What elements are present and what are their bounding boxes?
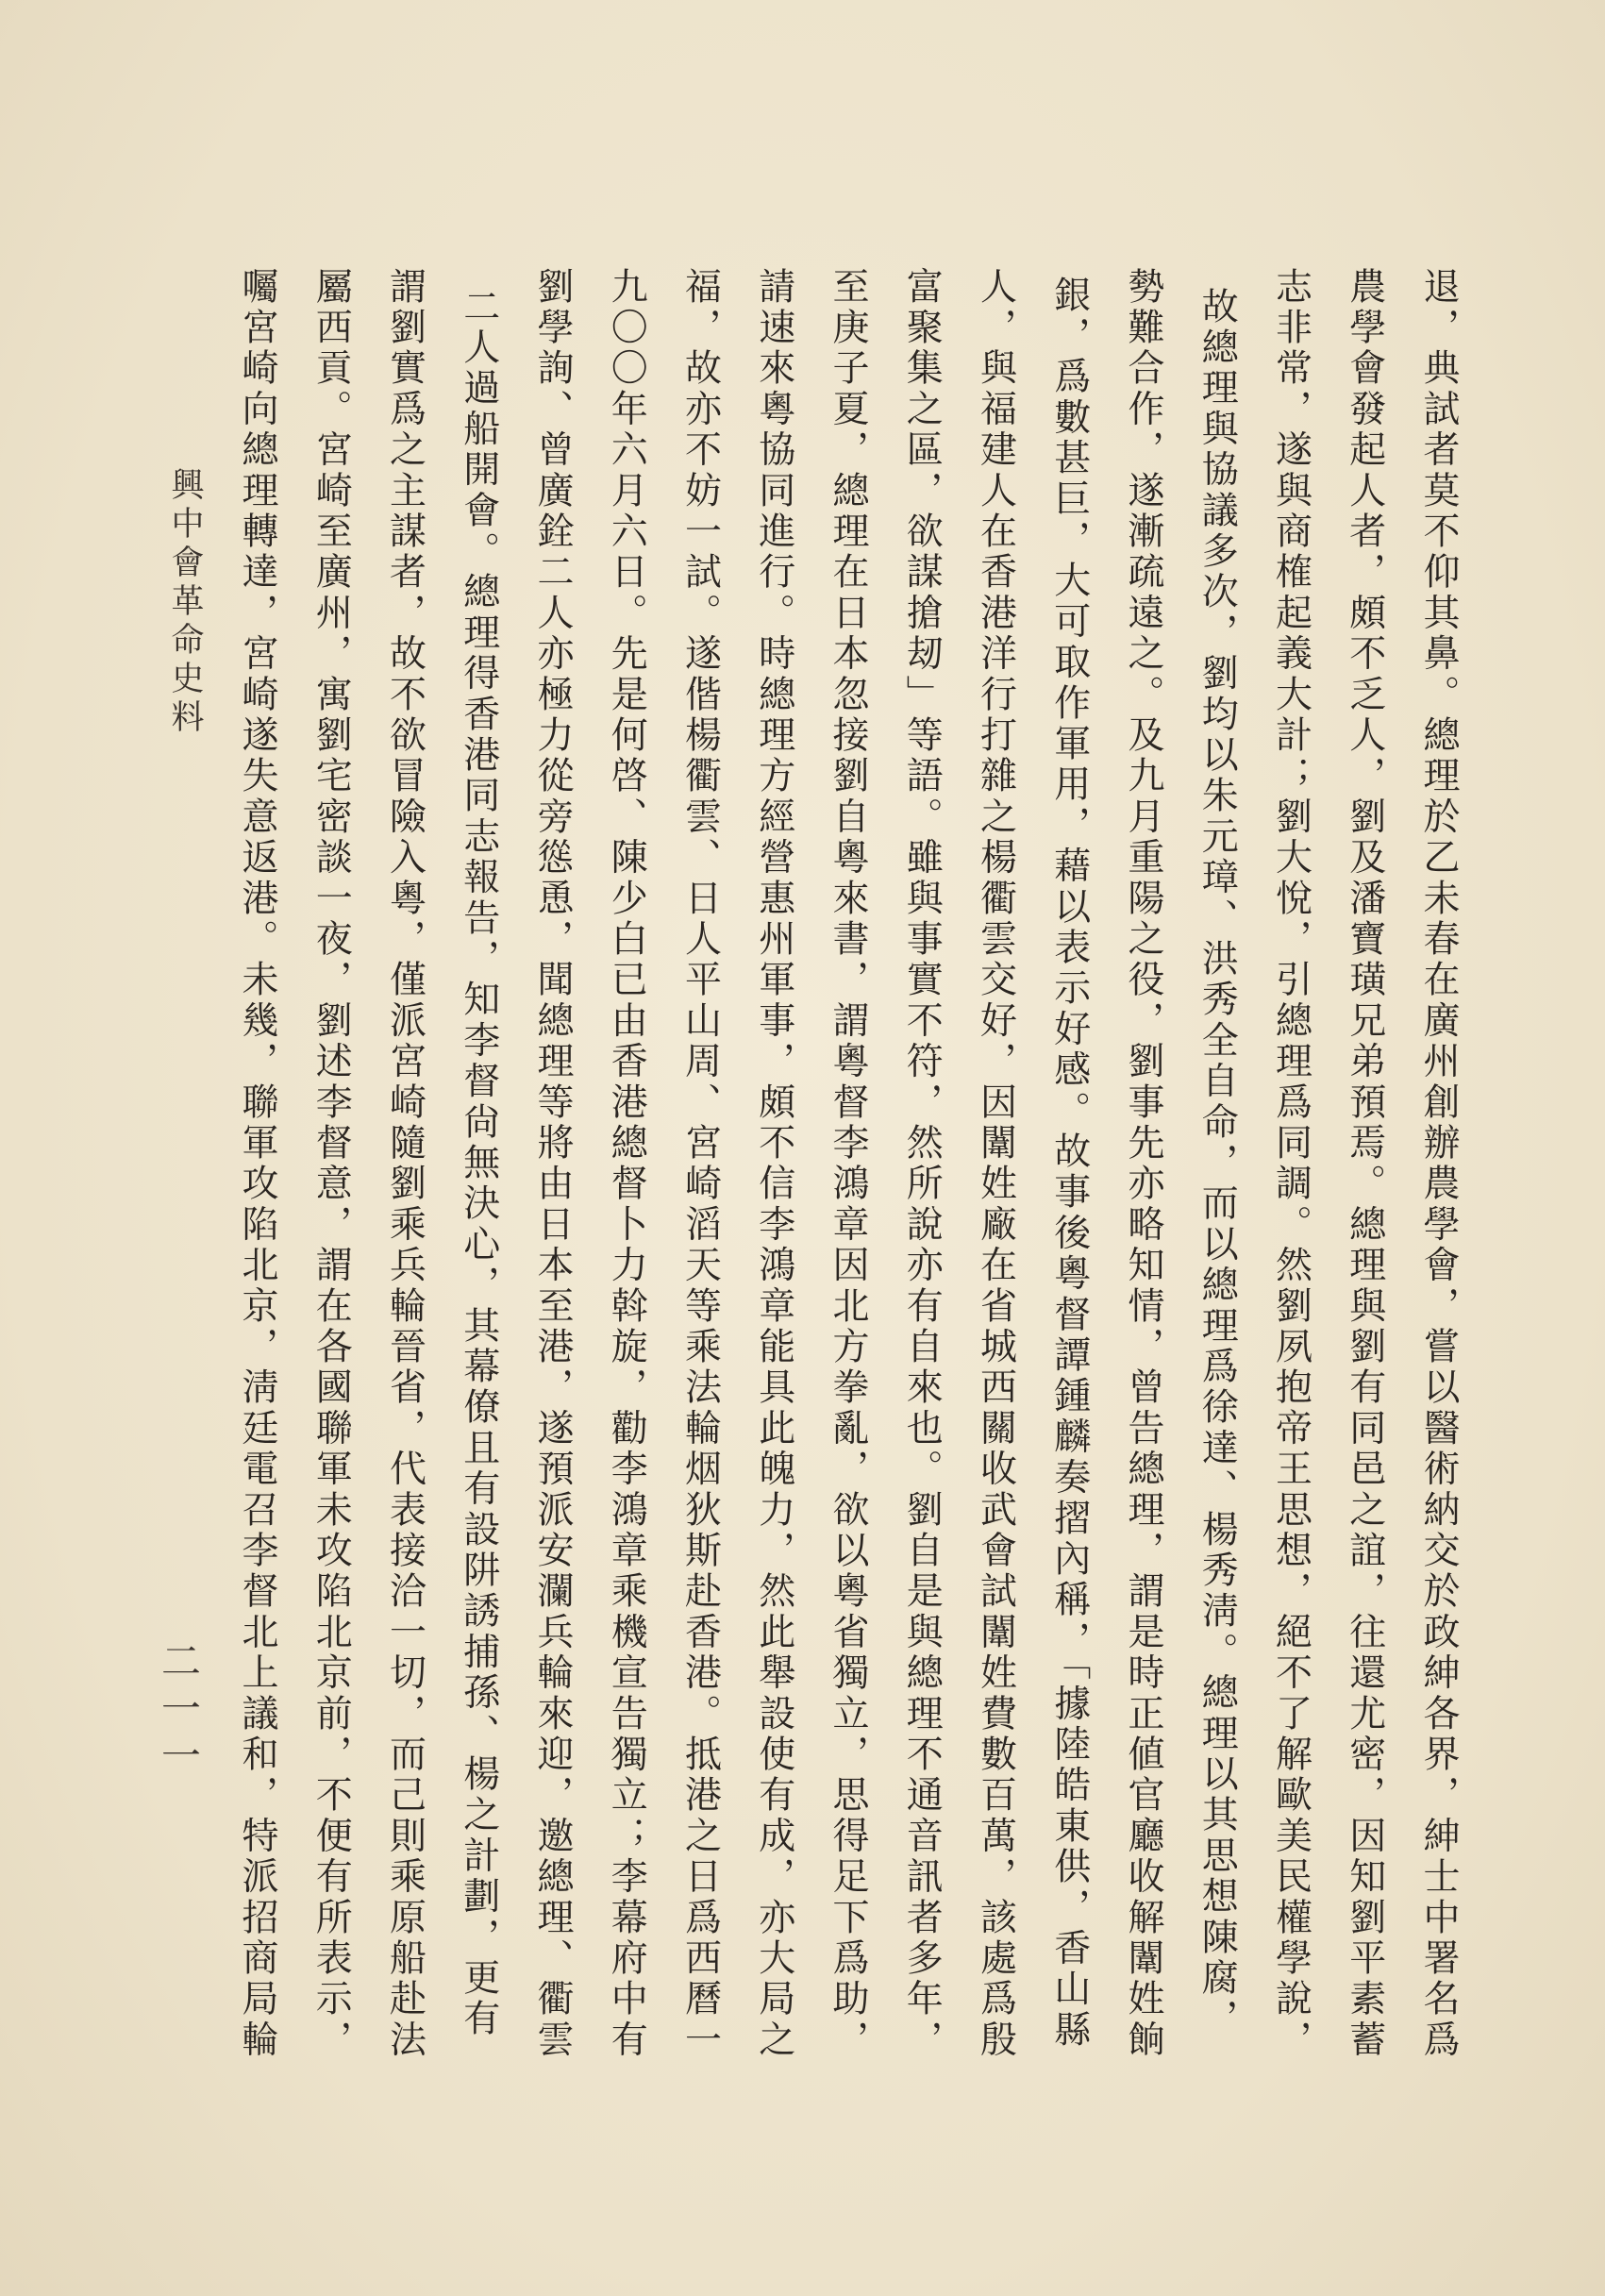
text-column: 銀，爲數甚巨，大可取作軍用，藉以表示好感。故事後粵督譚鍾麟奏摺內稱，「據陸皓東供，香山縣 — [1047, 276, 1091, 2052]
body-text — [220, 262, 1475, 2065]
text-column: 二人過船開會。總理得香港同志報告，知李督尙無決心，其幕僚且有設阱誘捕孫、楊之計劃，更有 — [457, 287, 500, 2040]
text-column: 勢難合作，遂漸疏遠之。及九月重陽之役，劉事先亦略知情，曾告總理，謂是時正値官廳收解闈姓餉 — [1122, 266, 1164, 2061]
text-column: 至庚子夏，總理在日本忽接劉自粵來書，謂粵督李鴻章因北方拳亂，欲以粵省獨立，思得足下爲助， — [827, 266, 869, 2061]
text-column: 九〇〇年六月六日。先是何啓、陳少白已由香港總督卜力斡旋，勸李鴻章乘機宣告獨立；李幕府中有 — [605, 266, 648, 2061]
text-column: 福，故亦不妨一試。遂偕楊衢雲、日人平山周、宮崎滔天等乘法輪烟狄斯赴香港。抵港之日爲西曆一 — [678, 266, 722, 2061]
text-column: 囑宮崎向總理轉達，宮崎遂失意返港。未幾，聯軍攻陷北京，淸廷電召李督北上議和，特派招商局輪 — [236, 266, 278, 2061]
text-column: 謂劉實爲之主謀者，故不欲冒險入粵，僅派宮崎隨劉乘兵輪晉省，代表接洽一切，而己則乘原船赴法 — [383, 266, 426, 2061]
running-title: 興中會革命史料 — [166, 467, 204, 738]
text-column: 人，與福建人在香港洋行打雜之楊衢雲交好，因闈姓廠在省城西關收武會試闈姓費數百萬，該處爲殷 — [974, 266, 1017, 2061]
text-column: 農學會發起人者，頗不乏人，劉及潘寶璜兄弟預焉。總理與劉有同邑之誼，往還尤密，因知劉平素蓄 — [1343, 266, 1386, 2061]
text-column: 劉學詢、曾廣銓二人亦極力從旁慫恿，聞總理等將由日本至港，遂預派安瀾兵輪來迎，邀總理、衢雲 — [531, 266, 574, 2061]
text-column: 請速來粵協同進行。時總理方經營惠州軍事，頗不信李鴻章能具此魄力，然此舉設使有成，亦大局之 — [752, 266, 795, 2061]
text-column: 富聚集之區，欲謀搶刼」等語。雖與事實不符，然所說亦有自來也。劉自是與總理不通音訊者多年， — [900, 266, 944, 2061]
page-number: 二一一 — [156, 1640, 202, 1782]
text-column: 故總理與協議多次，劉均以朱元璋、洪秀全自命，而以總理爲徐達、楊秀淸。總理以其思想陳腐， — [1195, 287, 1239, 2040]
text-column: 屬西貢。宮崎至廣州，寓劉宅密談一夜，劉述李督意，謂在各國聯軍未攻陷北京前，不便有所表示， — [309, 266, 353, 2061]
text-column: 退，典試者莫不仰其鼻。總理於乙未春在廣州創辦農學會，嘗以醫術納交於政紳各界，紳士中署名爲 — [1417, 266, 1460, 2061]
text-column: 志非常，遂與商榷起義大計；劉大悅，引總理爲同調。然劉夙抱帝王思想，絕不了解歐美民權學說， — [1269, 266, 1312, 2061]
